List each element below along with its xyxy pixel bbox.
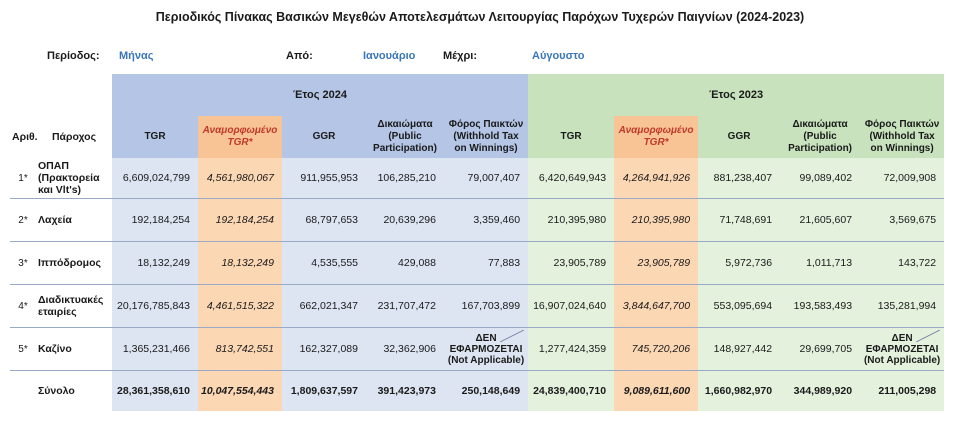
col-provider-header: Πάροχος [51,131,97,143]
cell: 68,797,653 [282,199,366,242]
from-label: Από: [286,50,313,62]
cell: 167,703,899 [444,285,528,328]
row-index: 2* [10,199,36,242]
cell: 250,148,649 [444,371,528,412]
not-applicable-text: ΔΕΝ ΕΦΑΡΜΟΖΕΤΑΙ (Not Applicable) [447,332,525,366]
cell: 4,561,980,067 [198,158,282,199]
cell: 745,720,206 [614,328,698,371]
cell: 9,089,611,600 [614,371,698,412]
cell: 211,005,298 [860,371,944,412]
col-tax-2023: Φόρος Παικτών (Withhold Tax on Winnings) [860,116,944,158]
cell: 10,047,554,443 [198,371,282,412]
row-index: 3* [10,242,36,285]
cell: 4,535,555 [282,242,366,285]
cell: 21,605,607 [780,199,860,242]
cell: 20,176,785,843 [112,285,198,328]
cell: 29,699,705 [780,328,860,371]
table-row [10,158,944,199]
cell: 231,707,472 [366,285,444,328]
col-tgr-2024: TGR [112,116,198,158]
cell: 210,395,980 [528,199,614,242]
cell: 1,011,713 [780,242,860,285]
cell: 24,839,400,710 [528,371,614,412]
col-adj-tgr-2024: Αναμορφωμένο TGR* [198,116,282,158]
col-ggr-2023: GGR [698,116,780,158]
cell: 18,132,249 [112,242,198,285]
table-row [10,328,944,371]
cell: 18,132,249 [198,242,282,285]
col-adj-tgr-2023: Αναμορφωμένο TGR* [614,116,698,158]
cell: 135,281,994 [860,285,944,328]
row-index: 5* [10,328,36,371]
cell: 77,883 [444,242,528,285]
col-public-2023: Δικαιώματα (Public Participation) [780,116,860,158]
cell: 20,639,296 [366,199,444,242]
col-ggr-2024: GGR [282,116,366,158]
cell: 32,362,906 [366,328,444,371]
total-label: Σύνολο [38,385,75,397]
cell: 553,095,694 [698,285,780,328]
cell: 1,277,424,359 [528,328,614,371]
provider-name: Ιππόδρομος [36,242,112,285]
provider-name: Καζίνο [36,328,112,371]
col-index-header: Αριθ. [12,131,38,143]
cell: 23,905,789 [528,242,614,285]
cell: 881,238,407 [698,158,780,199]
cell: 148,927,442 [698,328,780,371]
cell: 210,395,980 [614,199,698,242]
not-applicable-cell [860,328,944,371]
cell: 193,583,493 [780,285,860,328]
cell: 1,365,231,466 [112,328,198,371]
report-title: Περιοδικός Πίνακας Βασικών Μεγεθών Αποτελεσμάτων Λειτουργίας Παρόχων Τυχερών Παιγνίων (2024-2023) [155,10,805,24]
cell: 72,009,908 [860,158,944,199]
cell: 106,285,210 [366,158,444,199]
cell: 4,461,515,322 [198,285,282,328]
period-label: Περίοδος: [47,50,100,62]
cell: 391,423,973 [366,371,444,412]
results-table [10,74,944,411]
cell: 162,327,089 [282,328,366,371]
cell: 1,809,637,597 [282,371,366,412]
row-index: 1* [10,158,36,199]
table-row [10,285,944,328]
cell: 911,955,953 [282,158,366,199]
from-value: Ιανουάριο [363,50,416,62]
cell: 1,660,982,970 [698,371,780,412]
cell: 813,742,551 [198,328,282,371]
table-row [10,242,944,285]
cell: 192,184,254 [112,199,198,242]
cell: 6,420,649,943 [528,158,614,199]
to-value: Αύγουστο [532,50,585,62]
col-tgr-2023: TGR [528,116,614,158]
cell: 3,359,460 [444,199,528,242]
cell: 6,609,024,799 [112,158,198,199]
total-row [10,371,944,412]
cell: 79,007,407 [444,158,528,199]
table-row [10,199,944,242]
provider-name: Διαδικτυακές εταιρίες [36,285,112,328]
not-applicable-text: ΔΕΝ ΕΦΑΡΜΟΖΕΤΑΙ (Not Applicable) [863,332,941,366]
provider-name: ΟΠΑΠ (Πρακτορεία και Vlt's) [36,158,112,199]
cell: 16,907,024,640 [528,285,614,328]
not-applicable-cell [444,328,528,371]
diagonal-line-icon [916,330,940,342]
cell: 99,089,402 [780,158,860,199]
cell: 23,905,789 [614,242,698,285]
cell: 429,088 [366,242,444,285]
cell: 3,844,647,700 [614,285,698,328]
col-public-2024: Δικαιώματα (Public Participation) [366,116,444,158]
period-value: Μήνας [119,50,154,62]
cell: 344,989,920 [780,371,860,412]
row-index: 4* [10,285,36,328]
cell: 662,021,347 [282,285,366,328]
year-2024-header: Έτος 2024 [112,74,528,116]
provider-name: Λαχεία [36,199,112,242]
cell: 143,722 [860,242,944,285]
year-2023-header: Έτος 2023 [528,74,944,116]
cell: 3,569,675 [860,199,944,242]
diagonal-line-icon [500,330,524,342]
to-label: Μέχρι: [443,50,477,62]
col-tax-2024: Φόρος Παικτών (Withhold Tax on Winnings) [444,116,528,158]
cell: 71,748,691 [698,199,780,242]
cell: 192,184,254 [198,199,282,242]
cell: 5,972,736 [698,242,780,285]
cell: 4,264,941,926 [614,158,698,199]
cell: 28,361,358,610 [112,371,198,412]
